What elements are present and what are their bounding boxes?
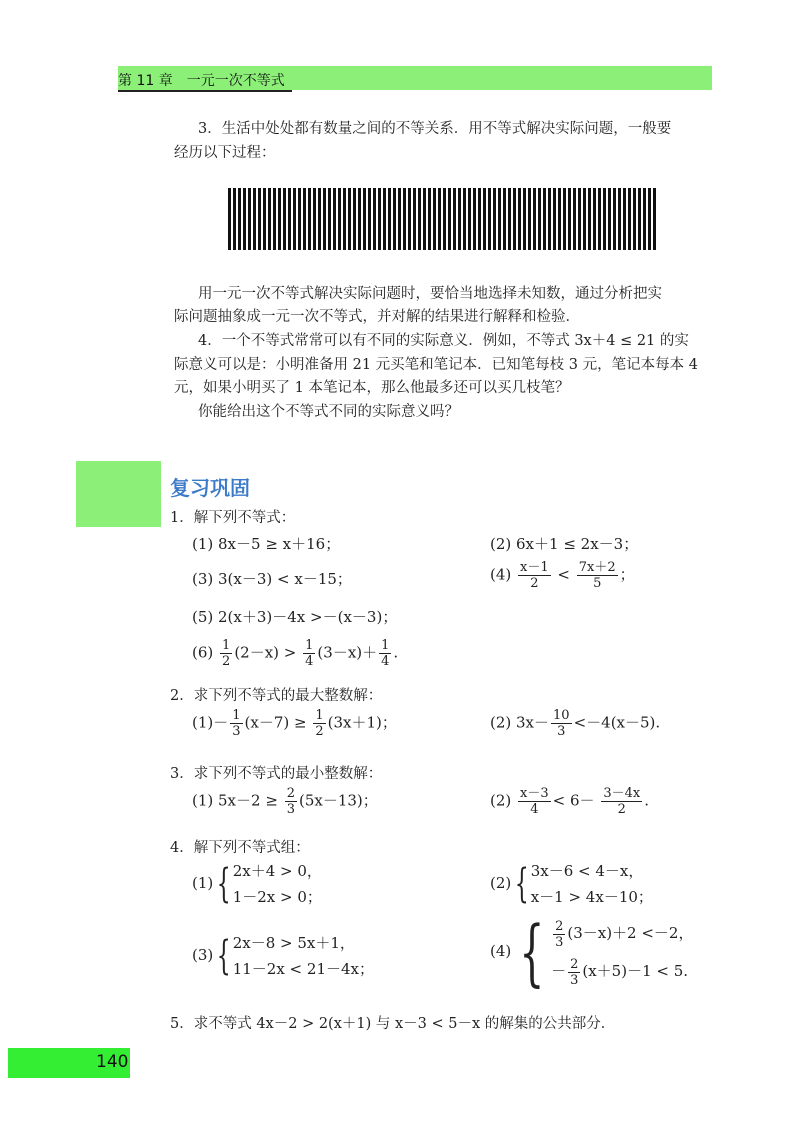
q4-system1: (1){ 2x＋4 > 0， 1－2x > 0； [192, 861, 322, 907]
para-3-line1: 3．生活中处处都有数量之间的不等关系．用不等式解决实际问题，一般要 [198, 121, 672, 137]
review-section-marker [76, 461, 161, 527]
q4-system4: (4) { $\frac{2}{3}$ (3－x)＋2 <－2， － $\frac{2}{3}$ (x＋5)－1 < 5. [490, 910, 694, 994]
page-number: 140 [96, 1052, 129, 1072]
para-4-line4: 你能给出这个不等式不同的实际意义吗？ [198, 404, 459, 420]
brace-icon: { [519, 910, 545, 994]
para-line1: 用一元一次不等式解决实际问题时，要恰当地选择未知数，通过分析把实 [198, 286, 662, 302]
fraction: $\frac{x-1}{2}$ [520, 560, 549, 591]
fraction: $\frac{1}{4}$ [305, 638, 314, 669]
fraction: $\frac{2}{3}$ [570, 956, 579, 988]
q2-item1: (1)－ $\frac{1}{3}$ (x－7) ≥ $\frac{1}{2}$ (3x＋1)； [192, 708, 397, 739]
fraction: $\frac{1}{4}$ [381, 638, 390, 669]
process-diagram-redacted [228, 188, 656, 250]
q3-item1: (1) 5x－2 ≥ $\frac{2}{3}$ (5x－13)； [192, 786, 378, 817]
q1-item4: (4) $\frac{x-1}{2}$ < $\frac{7x+2}{5}$ ； [490, 560, 635, 591]
brace-icon: { [216, 861, 231, 907]
q2-item2: (2) 3x－ $\frac{10}{3}$ <－4(x－5). [490, 708, 661, 739]
q1-item2: (2) 6x＋1 ≤ 2x－3； [490, 535, 639, 553]
fraction: $\frac{2}{3}$ [555, 918, 564, 950]
brace-icon: { [216, 933, 231, 979]
q1-item6: (6) $\frac{1}{2}$ (2－x) > $\frac{1}{4}$ (3－x)＋ $\frac{1}{4}$ . [192, 638, 399, 669]
chapter-title: 第 11 章 一元一次不等式 [118, 73, 285, 89]
para-4-line2: 际意义可以是：小明准备用 21 元买笔和笔记本．已知笔每枝 3 元，笔记本每本 4 [174, 357, 698, 373]
fraction: $\frac{2}{3}$ [286, 786, 295, 817]
q5-text: 5．求不等式 4x－2 > 2(x＋1) 与 x－3 < 5－x 的解集的公共部分． [170, 1016, 616, 1032]
fraction: $\frac{x-3}{4}$ [520, 786, 549, 817]
q4-title: 4．解下列不等式组： [170, 840, 310, 856]
q3-item2: (2) $\frac{x-3}{4}$ < 6－ $\frac{3-4x}{2}$ . [490, 786, 649, 817]
q1-item5: (5) 2(x＋3)－4x >－(x－3)； [192, 608, 398, 626]
fraction: $\frac{3-4x}{2}$ [603, 786, 641, 817]
q1-item3: (3) 3(x－3) < x－15； [192, 570, 352, 588]
q3-title: 3．求下列不等式的最小整数解： [170, 766, 383, 782]
q2-title: 2．求下列不等式的最大整数解： [170, 688, 383, 704]
fraction: $\frac{1}{2}$ [315, 708, 324, 739]
q4-system3: (3){ 2x－8 > 5x＋1， 11－2x < 21－4x； [192, 933, 374, 979]
fraction: $\frac{1}{3}$ [232, 708, 241, 739]
fraction: $\frac{7x+2}{5}$ [578, 560, 616, 591]
para-3-line2: 经历以下过程： [174, 145, 276, 161]
q1-title: 1．解下列不等式： [170, 510, 296, 526]
para-4-line1: 4．一个不等式常常可以有不同的实际意义．例如，不等式 3x＋4 ≤ 21 的实 [198, 333, 689, 349]
header-underline [118, 90, 292, 92]
para-4-line3: 元，如果小明买了 1 本笔记本，那么他最多还可以买几枝笔？ [174, 380, 570, 396]
fraction: $\frac{1}{2}$ [222, 638, 231, 669]
q1-item1: (1) 8x－5 ≥ x＋16； [192, 535, 341, 553]
fraction: $\frac{10}{3}$ [553, 708, 570, 739]
q4-system2: (2){ 3x－6 < 4－x， x－1 > 4x－10； [490, 861, 653, 907]
review-section-title: 复习巩固 [170, 476, 250, 500]
para-line2: 际问题抽象成一元一次不等式，并对解的结果进行解释和检验． [174, 309, 580, 325]
brace-icon: { [514, 861, 529, 907]
